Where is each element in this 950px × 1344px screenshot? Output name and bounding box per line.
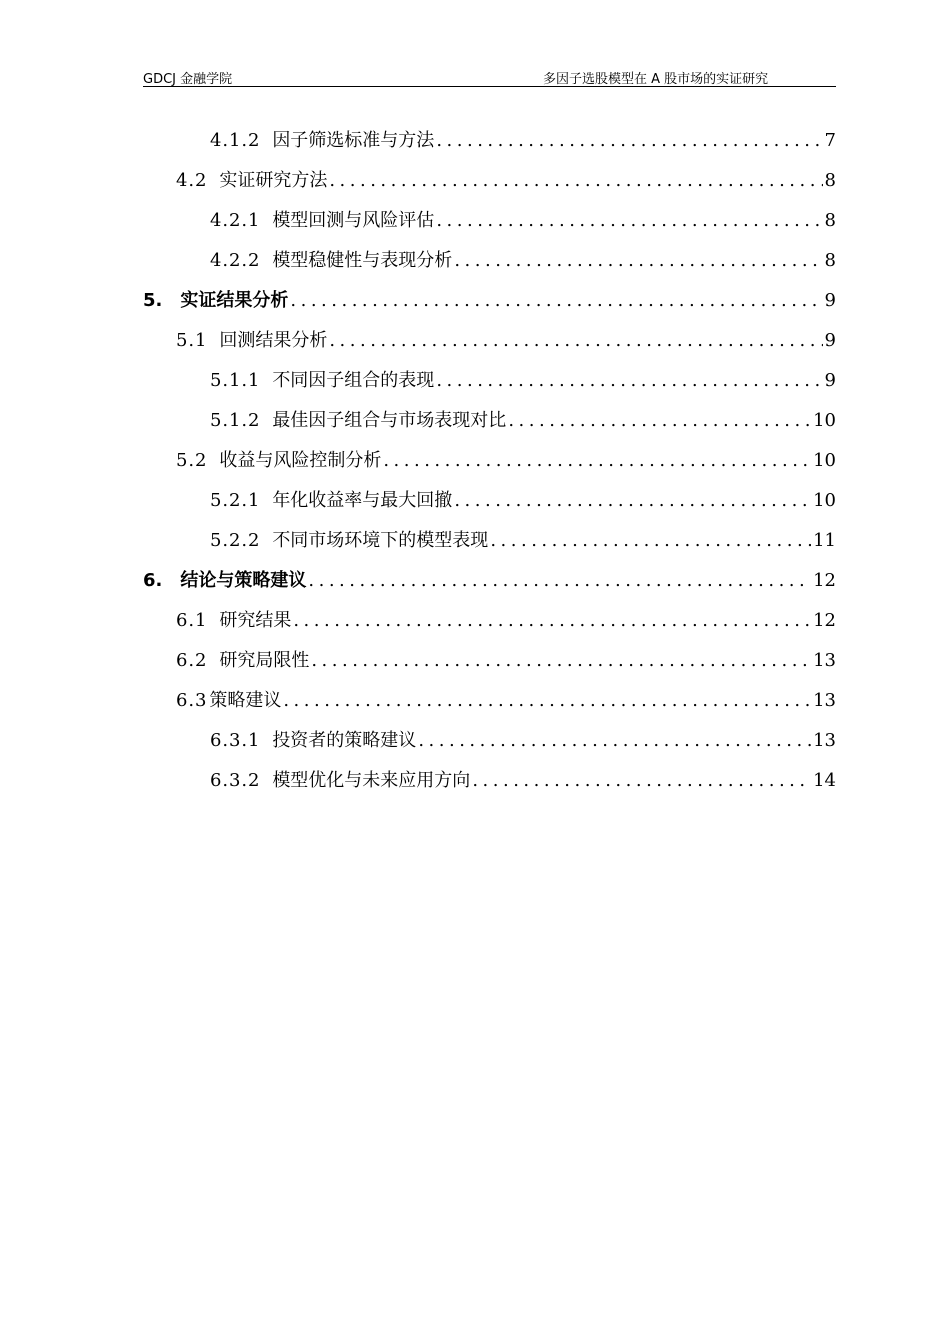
toc-entry-number: 6. <box>143 570 163 591</box>
page-header <box>143 66 836 87</box>
toc-entry-title: 策略建议 <box>209 690 282 711</box>
toc-entry-page: 9 <box>824 330 836 351</box>
toc-entry-title: 年化收益率与最大回撤 <box>272 490 453 511</box>
toc-entry-number: 5.2 <box>176 450 208 471</box>
toc-entry-page: 9 <box>824 290 836 311</box>
toc-entry-title: 不同市场环境下的模型表现 <box>272 530 489 551</box>
toc-dot-leader <box>418 730 811 752</box>
toc-entry-page: 13 <box>813 690 836 711</box>
toc-entry[interactable] <box>210 484 836 512</box>
toc-dot-leader <box>508 410 811 432</box>
toc-entry-number: 5.2.1 <box>210 490 261 511</box>
toc-entry-title: 收益与风险控制分析 <box>219 450 382 471</box>
toc-entry[interactable] <box>176 604 836 632</box>
toc-entry-page: 13 <box>813 650 836 671</box>
toc-dot-leader <box>308 570 811 592</box>
toc-entry[interactable] <box>210 404 836 432</box>
toc-entry[interactable] <box>210 724 836 752</box>
toc-dot-leader <box>329 170 822 192</box>
toc-entry-page: 10 <box>813 410 836 431</box>
toc-entry-page: 8 <box>824 170 836 191</box>
toc-entry-page: 10 <box>813 490 836 511</box>
toc-entry-number: 6.3 <box>176 690 208 711</box>
toc-entry-page: 10 <box>813 450 836 471</box>
toc-entry-title: 模型优化与未来应用方向 <box>272 770 471 791</box>
toc-dot-leader <box>383 450 811 472</box>
toc-entry-title: 最佳因子组合与市场表现对比 <box>272 410 507 431</box>
toc-entry[interactable] <box>176 324 836 352</box>
toc-entry-number: 5.2.2 <box>210 530 261 551</box>
toc-entry-title: 因子筛选标准与方法 <box>272 130 435 151</box>
toc-entry-title: 不同因子组合的表现 <box>272 370 435 391</box>
toc-entry-title: 回测结果分析 <box>219 330 328 351</box>
toc-entry-title: 实证结果分析 <box>180 290 289 311</box>
toc-entry-page: 9 <box>824 370 836 391</box>
toc-entry-title: 投资者的策略建议 <box>272 730 417 751</box>
toc-entry-title: 实证研究方法 <box>219 170 328 191</box>
toc-dot-leader <box>290 290 822 312</box>
toc-dot-leader <box>436 130 822 152</box>
toc-entry-number: 5.1.1 <box>210 370 261 391</box>
toc-entry-number: 6.3.1 <box>210 730 261 751</box>
toc-entry[interactable] <box>210 524 836 552</box>
toc-dot-leader <box>454 250 822 272</box>
toc-entry-number: 5.1.2 <box>210 410 261 431</box>
header-document-title: 多因子选股模型在 A 股市场的实证研究 <box>543 72 769 87</box>
toc-entry-page: 8 <box>824 210 836 231</box>
toc-entry-page: 13 <box>813 730 836 751</box>
toc-dot-leader <box>329 330 822 352</box>
toc-entry[interactable] <box>210 124 836 152</box>
toc-entry[interactable] <box>176 684 836 712</box>
toc-entry-page: 14 <box>813 770 836 791</box>
toc-entry-page: 8 <box>824 250 836 271</box>
toc-entry[interactable] <box>210 204 836 232</box>
toc-entry-page: 12 <box>813 610 836 631</box>
toc-entry[interactable] <box>176 644 836 672</box>
toc-dot-leader <box>490 530 811 552</box>
toc-entry-number: 5.1 <box>176 330 208 351</box>
toc-dot-leader <box>436 210 822 232</box>
toc-dot-leader <box>283 690 811 712</box>
toc-entry-title: 研究局限性 <box>219 650 310 671</box>
toc-entry-title: 模型回测与风险评估 <box>272 210 435 231</box>
toc-entry-number: 4.2.1 <box>210 210 261 231</box>
toc-entry[interactable] <box>143 564 836 592</box>
toc-entry-title: 结论与策略建议 <box>180 570 307 591</box>
header-institution: GDCJ 金融学院 <box>143 72 233 87</box>
toc-entry-number: 6.3.2 <box>210 770 261 791</box>
toc-entry[interactable] <box>143 284 836 312</box>
toc-entry[interactable] <box>210 364 836 392</box>
toc-entry[interactable] <box>176 164 836 192</box>
toc-dot-leader <box>293 610 811 632</box>
toc-entry-page: 7 <box>824 130 836 151</box>
toc-entry-number: 4.2.2 <box>210 250 261 271</box>
toc-entry[interactable] <box>176 444 836 472</box>
toc-entry[interactable] <box>210 764 836 792</box>
toc-dot-leader <box>311 650 811 672</box>
toc-entry-title: 研究结果 <box>219 610 292 631</box>
toc-entry-number: 4.1.2 <box>210 130 261 151</box>
toc-entry-number: 6.1 <box>176 610 208 631</box>
toc-entry-page: 11 <box>813 530 836 551</box>
toc-entry-title: 模型稳健性与表现分析 <box>272 250 453 271</box>
toc-entry[interactable] <box>210 244 836 272</box>
toc-entry-number: 6.2 <box>176 650 208 671</box>
toc-entry-number: 5. <box>143 290 163 311</box>
toc-dot-leader <box>454 490 811 512</box>
toc-entry-page: 12 <box>813 570 836 591</box>
toc-dot-leader <box>436 370 822 392</box>
toc-entry-number: 4.2 <box>176 170 208 191</box>
toc-dot-leader <box>472 770 811 792</box>
